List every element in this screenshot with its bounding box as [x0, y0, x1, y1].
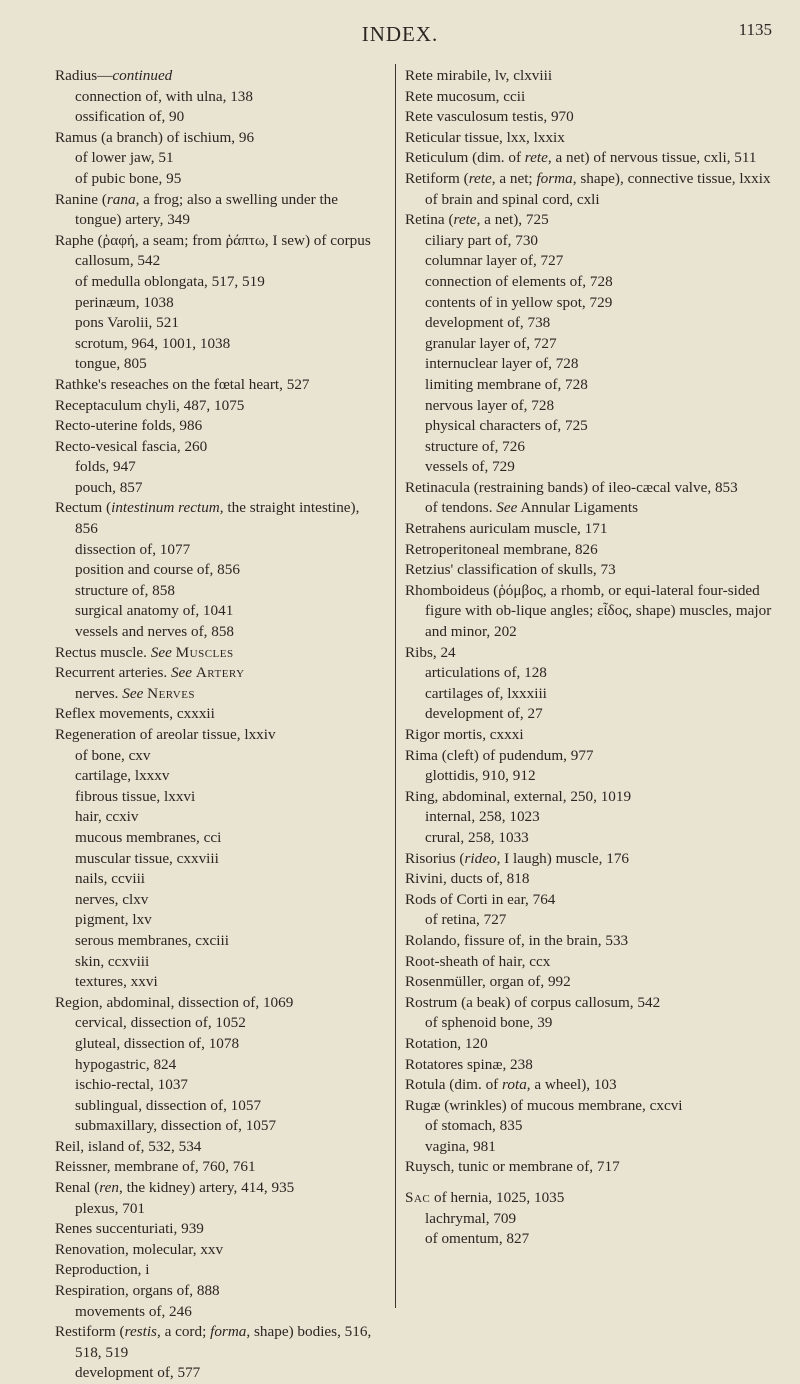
index-subentry	[55, 478, 373, 499]
index-entry	[405, 787, 780, 808]
entry-text: , the straight intestine), 856	[75, 499, 360, 538]
index-subentry	[55, 622, 373, 643]
entry-text: Rhomboideus (ῥόμβος, a rhomb, or equi-lateral four-sided figure with ob-lique angles; εἶδος, shape) muscles, major and minor, 202	[405, 581, 772, 641]
entry-text: surgical anatomy of, 1041	[75, 602, 234, 620]
entry-text: cervical, dissection of, 1052	[75, 1014, 246, 1032]
index-subentry	[405, 498, 780, 519]
entry-text: Retinacula (restraining bands) of ileo-cæcal valve, 853	[405, 478, 738, 496]
index-subentry	[405, 396, 780, 417]
entry-text: , shape), connective tissue, lxxix	[572, 169, 771, 187]
entry-text: granular layer of, 727	[425, 334, 557, 352]
index-entry	[405, 148, 780, 169]
index-subentry	[55, 1055, 373, 1076]
index-entry	[405, 1034, 780, 1055]
index-entry	[405, 540, 780, 561]
index-subentry	[405, 375, 780, 396]
entry-text: Renal (	[55, 1179, 100, 1197]
entry-text: Reissner, membrane of, 760, 761	[55, 1158, 256, 1176]
index-subentry	[55, 1199, 373, 1220]
index-subentry	[405, 1013, 780, 1034]
entry-text: of hernia, 1025, 1035	[430, 1189, 565, 1207]
entry-text: structure of, 726	[425, 437, 525, 455]
index-subentry	[55, 334, 373, 355]
index-subentry	[55, 972, 373, 993]
entry-text: development of, 738	[425, 314, 551, 332]
entry-text: Restiform (	[55, 1323, 125, 1341]
entry-text: Recto-uterine folds, 986	[55, 417, 203, 435]
entry-text: rete	[453, 211, 477, 229]
index-subentry	[55, 601, 373, 622]
entry-text: pigment, lxv	[75, 911, 152, 929]
index-subentry	[405, 190, 780, 211]
index-entry	[405, 849, 780, 870]
entry-text: structure of, 858	[75, 581, 175, 599]
entry-text: Rugæ (wrinkles) of mucous membrane, cxcvi	[405, 1096, 683, 1114]
index-entry	[405, 87, 780, 108]
index-column-right	[405, 66, 780, 1250]
entry-text: rete	[524, 149, 548, 167]
entry-text: columnar layer of, 727	[425, 252, 564, 270]
entry-text: of sphenoid bone, 39	[425, 1014, 553, 1032]
entry-text: of retina, 727	[425, 911, 507, 929]
index-entry	[405, 169, 780, 190]
entry-text: Receptaculum chyli, 487, 1075	[55, 396, 245, 414]
entry-text: Risorius (	[405, 849, 465, 867]
index-subentry	[55, 560, 373, 581]
entry-text: Rete mucosum, ccii	[405, 87, 526, 105]
index-subentry	[55, 313, 373, 334]
index-entry	[55, 128, 373, 149]
index-subentry	[405, 1137, 780, 1158]
index-entry	[405, 1157, 780, 1178]
entry-text: nerves.	[75, 684, 123, 702]
index-subentry	[55, 869, 373, 890]
entry-text: nails, ccviii	[75, 870, 146, 888]
entry-text: Rectum (	[55, 499, 112, 517]
entry-text: nervous layer of, 728	[425, 396, 555, 414]
index-subentry	[405, 684, 780, 705]
index-subentry	[55, 952, 373, 973]
index-entry	[405, 1075, 780, 1096]
index-entry	[55, 1137, 373, 1158]
index-entry	[405, 1096, 780, 1117]
index-subentry	[55, 540, 373, 561]
index-entry	[405, 993, 780, 1014]
entry-text: pouch, 857	[75, 478, 143, 496]
entry-text: of stomach, 835	[425, 1117, 523, 1135]
index-subentry	[55, 1075, 373, 1096]
entry-text: rana	[106, 190, 136, 208]
entry-text: Sac	[405, 1189, 431, 1207]
index-entry	[55, 231, 373, 272]
entry-text: Muscles	[175, 643, 234, 661]
entry-text: , shape) bodies, 516, 518, 519	[75, 1323, 372, 1361]
index-subentry	[405, 313, 780, 334]
entry-text: forma	[536, 169, 573, 187]
index-subentry	[55, 148, 373, 169]
index-entry	[405, 519, 780, 540]
entry-text: cartilages of, lxxxiii	[425, 684, 547, 702]
index-subentry	[405, 231, 780, 252]
index-entry	[55, 498, 373, 539]
entry-text: fibrous tissue, lxxvi	[75, 787, 196, 805]
entry-text: of omentum, 827	[425, 1230, 530, 1248]
index-subentry	[55, 87, 373, 108]
index-entry	[405, 560, 780, 581]
entry-text: skin, ccxviii	[75, 952, 150, 970]
entry-text: Respiration, organs of, 888	[55, 1282, 220, 1300]
entry-text: lachrymal, 709	[425, 1209, 517, 1227]
index-entry	[55, 1281, 373, 1302]
index-entry	[405, 1055, 780, 1076]
index-entry	[405, 869, 780, 890]
index-subentry	[405, 354, 780, 375]
index-entry	[405, 581, 780, 643]
entry-text: Radius—	[55, 67, 113, 84]
entry-text: ischio-rectal, 1037	[75, 1076, 189, 1094]
entry-text: Retroperitoneal membrane, 826	[405, 540, 598, 558]
entry-text: tongue, 805	[75, 355, 147, 373]
index-entry	[405, 952, 780, 973]
page-number: 1135	[738, 20, 772, 39]
index-subentry	[55, 766, 373, 787]
entry-text: See	[150, 643, 172, 661]
entry-text: mucous membranes, cci	[75, 828, 222, 846]
index-subentry	[55, 746, 373, 767]
entry-text: Retina (	[405, 211, 454, 229]
index-subentry	[405, 334, 780, 355]
entry-text: vessels of, 729	[425, 458, 515, 476]
entry-text: Rolando, fissure of, in the brain, 533	[405, 931, 629, 949]
index-entry	[55, 1219, 373, 1240]
index-subentry	[55, 354, 373, 375]
entry-text: Recto-vesical fascia, 260	[55, 437, 208, 455]
entry-text: pons Varolii, 521	[75, 314, 179, 332]
entry-text: intestinum rectum	[111, 499, 220, 517]
index-column-left	[55, 66, 373, 1384]
index-entry	[55, 437, 373, 458]
entry-text: Ranine (	[55, 190, 107, 208]
index-subentry	[55, 828, 373, 849]
entry-text: Rete vasculosum testis, 970	[405, 108, 574, 126]
entry-text: Rosenmüller, organ of, 992	[405, 973, 571, 991]
index-entry	[405, 66, 780, 87]
entry-text: of lower jaw, 51	[75, 149, 174, 167]
entry-text: vagina, 981	[425, 1137, 496, 1155]
index-subentry	[405, 293, 780, 314]
entry-text: ciliary part of, 730	[425, 231, 539, 249]
index-subentry	[405, 807, 780, 828]
index-entry	[405, 210, 780, 231]
index-subentry	[405, 663, 780, 684]
entry-text: physical characters of, 725	[425, 417, 588, 435]
index-entry	[55, 1322, 373, 1363]
entry-text: of medulla oblongata, 517, 519	[75, 272, 265, 290]
index-subentry	[55, 581, 373, 602]
entry-text: rideo	[464, 849, 497, 867]
entry-text: of bone, cxv	[75, 746, 151, 764]
index-subentry	[55, 1302, 373, 1323]
index-entry	[55, 663, 373, 684]
entry-text: , a frog; also a swelling under the tongue) artery, 349	[75, 190, 339, 229]
column-divider	[395, 64, 396, 1308]
index-subentry	[55, 849, 373, 870]
entry-text: internuclear layer of, 728	[425, 355, 579, 373]
index-subentry	[55, 807, 373, 828]
entry-text: Rathke's reseaches on the fœtal heart, 527	[55, 375, 310, 393]
index-subentry	[405, 704, 780, 725]
entry-text: , the kidney) artery, 414, 935	[118, 1179, 295, 1197]
entry-text: See	[170, 664, 193, 682]
entry-text: Rima (cleft) of pudendum, 977	[405, 746, 594, 764]
index-entry	[55, 1157, 373, 1178]
entry-text: hair, ccxiv	[75, 808, 139, 826]
index-entry	[405, 931, 780, 952]
entry-text: contents of in yellow spot, 729	[425, 293, 613, 311]
entry-text: plexus, 701	[75, 1199, 146, 1217]
index-subentry	[55, 1096, 373, 1117]
index-entry	[405, 643, 780, 664]
entry-text: ossification of, 90	[75, 108, 185, 126]
index-entry	[55, 1240, 373, 1261]
entry-text: Rectus muscle.	[55, 643, 151, 661]
entry-text: of brain and spinal cord, cxli	[425, 190, 600, 208]
index-entry	[55, 190, 373, 231]
entry-text: restis	[124, 1323, 157, 1341]
index-subentry	[55, 293, 373, 314]
index-entry	[55, 725, 373, 746]
entry-text: movements of, 246	[75, 1302, 192, 1320]
entry-text: gluteal, dissection of, 1078	[75, 1034, 240, 1052]
entry-text: , a net;	[491, 169, 537, 187]
index-subentry	[55, 1013, 373, 1034]
entry-text: Rods of Corti in ear, 764	[405, 890, 556, 908]
index-subentry	[55, 890, 373, 911]
entry-text: Rotula (dim. of	[405, 1076, 503, 1094]
entry-text: perinæum, 1038	[75, 293, 174, 311]
index-entry	[55, 396, 373, 417]
index-subentry	[55, 1363, 373, 1384]
entry-text: development of, 577	[75, 1364, 201, 1382]
entry-text: Ring, abdominal, external, 250, 1019	[405, 787, 632, 805]
entry-text: Retrahens auriculam muscle, 171	[405, 520, 608, 538]
entry-text: of pubic bone, 95	[75, 169, 182, 187]
index-subentry	[405, 910, 780, 931]
entry-text: Recurrent arteries.	[55, 664, 171, 682]
entry-text: Raphe (ῥαφή, a seam; from ῥάπτω, I sew) of corpus callosum, 542	[55, 231, 371, 270]
entry-text: Rigor mortis, cxxxi	[405, 726, 524, 743]
entry-text: Ramus (a branch) of ischium, 96	[55, 128, 255, 146]
entry-text: sublingual, dissection of, 1057	[75, 1096, 262, 1114]
page-title: INDEX.	[361, 22, 439, 46]
entry-text: See	[122, 684, 144, 702]
index-entry	[405, 478, 780, 499]
entry-text: See	[496, 499, 518, 517]
index-subentry	[405, 1116, 780, 1137]
index-entry	[405, 746, 780, 767]
entry-text: Reflex movements, cxxxii	[55, 705, 215, 723]
entry-text: scrotum, 964, 1001, 1038	[75, 334, 231, 352]
entry-text: Rotation, 120	[405, 1034, 488, 1052]
index-subentry	[405, 1209, 780, 1230]
index-entry	[405, 128, 780, 149]
entry-text: Root-sheath of hair, ccx	[405, 952, 551, 970]
index-subentry	[55, 787, 373, 808]
index-subentry	[55, 910, 373, 931]
entry-text: Renes succenturiati, 939	[55, 1220, 204, 1238]
entry-text: of tendons.	[425, 499, 497, 517]
index-subentry	[405, 251, 780, 272]
entry-text: Rete mirabile, lv, clxviii	[405, 67, 553, 84]
entry-text: submaxillary, dissection of, 1057	[75, 1117, 277, 1135]
index-subentry	[55, 107, 373, 128]
entry-text: Artery	[195, 664, 245, 682]
entry-text: Reticular tissue, lxx, lxxix	[405, 128, 565, 146]
entry-text: Retiform (	[405, 169, 469, 187]
entry-text: , a wheel), 103	[526, 1076, 617, 1094]
entry-text: vessels and nerves of, 858	[75, 623, 235, 641]
index-entry	[55, 1260, 373, 1281]
entry-text: forma	[210, 1323, 247, 1341]
index-subentry	[55, 684, 373, 705]
entry-text: Reil, island of, 532, 534	[55, 1137, 202, 1155]
entry-text: Rostrum (a beak) of corpus callosum, 542	[405, 993, 661, 1011]
index-entry	[55, 643, 373, 664]
index-entry	[405, 1188, 780, 1209]
entry-text: nerves, clxv	[75, 890, 149, 908]
entry-text: serous membranes, cxciii	[75, 931, 229, 949]
index-entry	[55, 375, 373, 396]
index-subentry	[55, 272, 373, 293]
index-entry	[55, 1178, 373, 1199]
entry-text: Ruysch, tunic or membrane of, 717	[405, 1158, 620, 1176]
entry-text: development of, 27	[425, 705, 543, 723]
index-entry	[405, 107, 780, 128]
index-entry	[55, 66, 373, 87]
entry-text: folds, 947	[75, 458, 136, 476]
index-subentry	[405, 416, 780, 437]
entry-text: connection of elements of, 728	[425, 272, 613, 290]
entry-text: dissection of, 1077	[75, 540, 191, 558]
index-entry	[55, 704, 373, 725]
entry-text: Regeneration of areolar tissue, lxxiv	[55, 726, 276, 743]
entry-text: Annular Ligaments	[517, 499, 639, 517]
entry-text: , I laugh) muscle, 176	[496, 849, 630, 867]
entry-text: Nerves	[147, 684, 196, 702]
index-subentry	[405, 766, 780, 787]
index-subentry	[405, 272, 780, 293]
index-subentry	[55, 931, 373, 952]
entry-text: Ribs, 24	[405, 643, 456, 661]
index-subentry	[405, 457, 780, 478]
entry-text: rete	[468, 169, 492, 187]
entry-text: Region, abdominal, dissection of, 1069	[55, 993, 294, 1011]
entry-text: articulations of, 128	[425, 664, 547, 682]
entry-text: , a net) of nervous tissue, cxli, 511	[547, 149, 757, 167]
entry-text: continued	[112, 67, 173, 84]
index-entry	[405, 725, 780, 746]
entry-text: glottidis, 910, 912	[425, 767, 536, 785]
entry-text: connection of, with ulna, 138	[75, 87, 253, 105]
entry-text: muscular tissue, cxxviii	[75, 849, 219, 867]
index-subentry	[405, 828, 780, 849]
entry-text: crural, 258, 1033	[425, 828, 529, 846]
entry-text: Reticulum (dim. of	[405, 149, 525, 167]
index-subentry	[55, 1116, 373, 1137]
entry-text: rota	[502, 1076, 527, 1094]
entry-text: Reproduction, i	[55, 1261, 150, 1279]
index-entry	[405, 972, 780, 993]
entry-text: , a net), 725	[476, 211, 549, 229]
index-subentry	[55, 169, 373, 190]
entry-text: Rotatores spinæ, 238	[405, 1055, 533, 1073]
entry-text: cartilage, lxxxv	[75, 767, 170, 785]
index-subentry	[405, 1229, 780, 1250]
entry-text: ren	[99, 1179, 119, 1197]
index-subentry	[55, 457, 373, 478]
entry-text: Renovation, molecular, xxv	[55, 1240, 224, 1258]
entry-text: limiting membrane of, 728	[425, 375, 588, 393]
index-subentry	[405, 437, 780, 458]
index-entry	[55, 993, 373, 1014]
entry-text: position and course of, 856	[75, 561, 240, 579]
index-entry	[55, 416, 373, 437]
entry-text: hypogastric, 824	[75, 1055, 177, 1073]
index-subentry	[55, 1034, 373, 1055]
index-entry	[405, 890, 780, 911]
entry-text: Rivini, ducts of, 818	[405, 870, 530, 888]
entry-text: Retzius' classification of skulls, 73	[405, 561, 616, 579]
entry-text: internal, 258, 1023	[425, 808, 540, 826]
entry-text: textures, xxvi	[75, 973, 158, 991]
entry-text: , a cord;	[156, 1323, 211, 1341]
